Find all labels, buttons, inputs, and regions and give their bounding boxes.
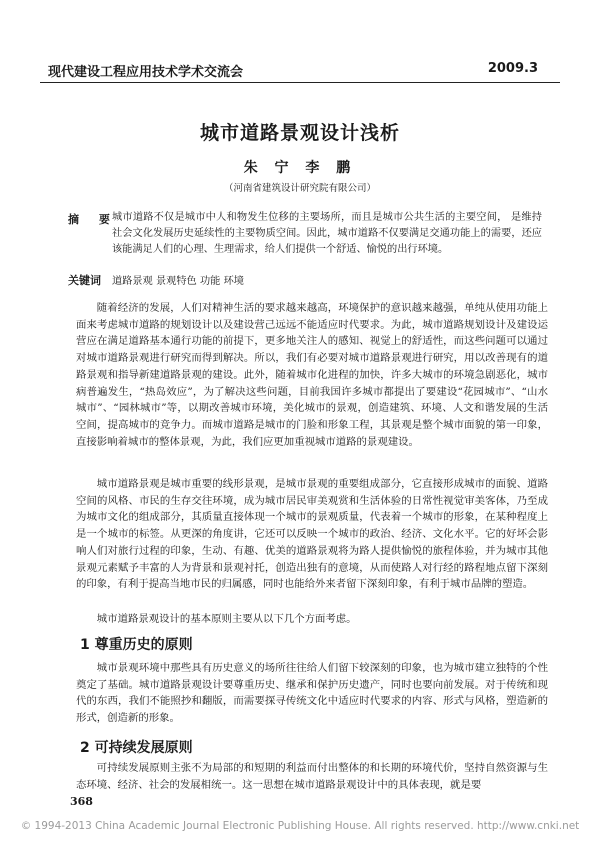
paragraph-road-landscape: 城市道路景观是城市重要的线形景观，是城市景观的重要组成部分，它直接形成城市的面貌、道路空间的风格、市民的生存交往环境，成为城市居民审美观赏和生活体验的日常性视觉审美客体，乃至成为城市文化的组成部分，其质量直接体现一个城市的景观质量，代表着一个城市的形象，在某种程度上是一个城市的标签。从更深的角度讲，它还可以反映一个城市的政治、经济、文化水平。它的好坏会影响人们对旅行过程的印象，生动、有趣、优美的道路景观将为路人提供愉悦的旅程体验，并为城市其他景观元素赋予丰富的人为背景和景观衬托，创造出独有的意境，从而使路人对行经的路程地点留下深刻的印象，有利于提高当地市民的归属感，同时也能给外来者留下深刻印象，有利于城市品牌的塑造。: [76, 478, 548, 591]
section-heading-history: 1 尊重历史的原则: [80, 637, 193, 653]
section-heading-sustainable: 2 可持续发展原则: [80, 740, 193, 756]
authors: 朱 宁 李 鹏: [243, 160, 357, 176]
page-number: 368: [70, 795, 93, 808]
copyright-footer: © 1994-2013 China Academic Journal Electronic Publishing House. All rights reserved. http://www.cnki.net: [20, 820, 580, 832]
affiliation: （河南省建筑设计研究院有限公司）: [223, 183, 376, 194]
paragraph-intro: 随着经济的发展，人们对精神生活的要求越来越高，环境保护的意识越来越强，单纯从使用功能上面来考虑城市道路的规划设计以及建设营己远远不能适应时代要求。为此，城市道路规划设计及建设运营应在满足道路基本通行功能的前提下，更多地关注人的感知、视觉上的舒适性，而这些问题可以通过对城市道路景观进行研究而得到解决。所以，我们有必要对城市道路景观进行研究，用以改善现有的道路景观和指导新建道路景观的建设。此外，随着城市化进程的加快，许多大城市的环境急剧恶化，城市病普遍发生，“热岛效应”，为了解决这些问题，目前我国许多城市都提出了要建设“花园城市”、“山水城市”、“园林城市”等，以期改善城市环境，美化城市的景观，创造建筑、环境、人文和谐发展的生活空间，提高城市的竞争力。而城市道路是城市的门脸和形象工程，其景观是整个城市面貌的第一印象，直接影响着城市的整体景观，为此，我们应更加重视城市道路的景观建设。: [76, 302, 548, 448]
paragraph-principles: 城市道路景观设计的基本原则主要从以下几个方面考虑。: [96, 613, 357, 625]
paper-title: 城市道路景观设计浅析: [199, 122, 400, 144]
header-rule: [40, 82, 560, 83]
keywords-text: 道路景观 景观特色 功能 环境: [112, 276, 244, 287]
keywords-label: 关键词: [68, 274, 101, 287]
issue-date: 2009.3: [487, 61, 538, 76]
abstract-text: 城市道路不仅是城市中人和物发生位移的主要场所，而且是城市公共生活的主要空间， 是维持社会文化发展历史延续性的主要物质空间。因此，城市道路不仅要满足交通功能上的需要，还应该能满足人们的心理、生理需求，给人们提供一个舒适、愉悦的出行环境。: [112, 212, 542, 255]
conference-name: 现代建设工程应用技术学术交流会: [48, 65, 244, 80]
abstract-label: 摘 要: [68, 213, 118, 226]
paragraph-history: 城市景观环境中那些具有历史意义的场所往往给人们留下较深刻的印象，也为城市建立独特的个性奠定了基础。城市道路景观设计要尊重历史、继承和保护历史遗产，同时也要向前发展。对于传统和现代的东西，我们不能照抄和翻版，而需要探寻传统文化中适应时代要求的内容、形式与风格，塑造新的形式，创造新的形象。: [76, 662, 548, 725]
paragraph-sustainable: 可持续发展原则主张不为局部的和短期的利益而付出整体的和长期的环境代价，坚持自然资源与生态环境、经济、社会的发展相统一。这一思想在城市道路景观设计中的具体表现，就是要: [76, 762, 548, 791]
running-header: [40, 58, 560, 80]
